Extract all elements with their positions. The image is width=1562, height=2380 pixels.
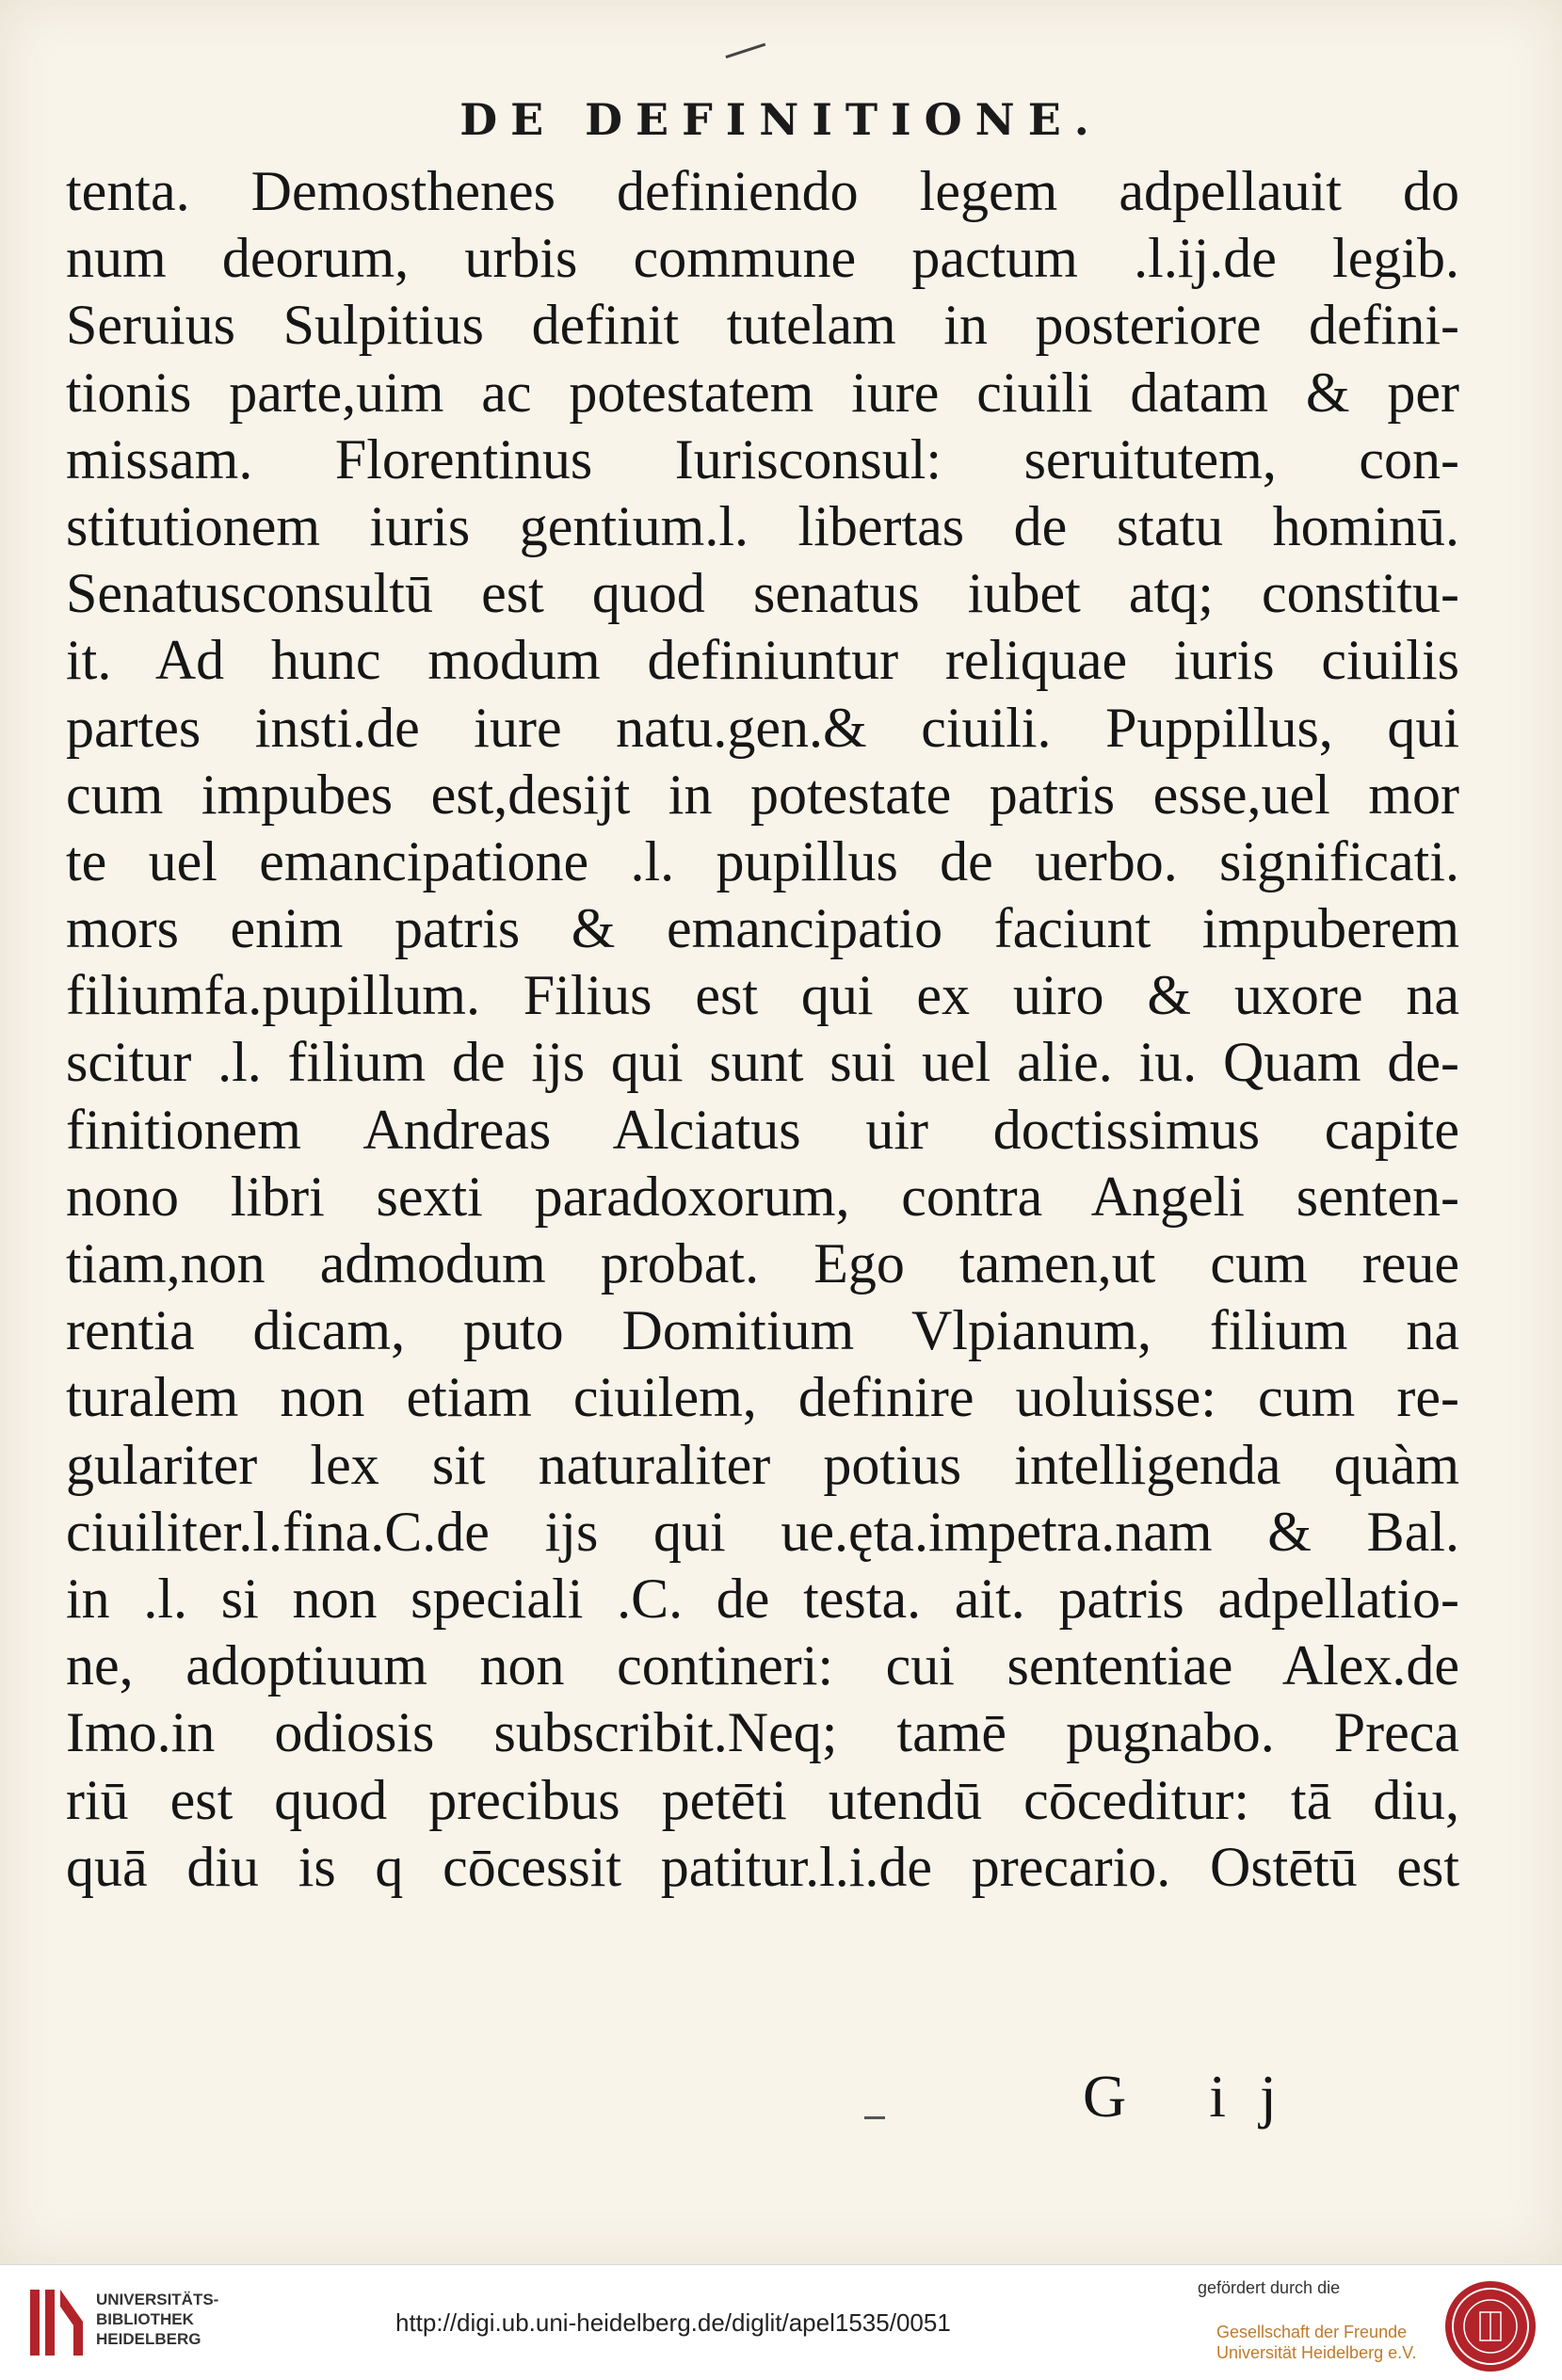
decorative-stroke	[725, 43, 769, 72]
text-line: tionis parte,uim ac potestatem iure ciuili datam & per	[66, 361, 1459, 424]
text-line: stitutionem iuris gentium.l. libertas de statu hominū.	[66, 494, 1459, 557]
text-line: Senatusconsultū est quod senatus iubet atq; constitu-	[66, 562, 1459, 625]
text-line: missam. Florentinus Iurisconsul: seruitutem, con-	[66, 427, 1459, 490]
text-line: gulariter lex sit naturaliter potius intelligenda quàm	[66, 1433, 1459, 1496]
text-line: ne, adoptiuum non contineri: cui sententiae Alex.de	[66, 1634, 1459, 1697]
sponsor-label: gefördert durch die	[1198, 2278, 1341, 2297]
footer	[0, 2264, 1562, 2380]
text-line: scitur .l. filium de ijs qui sunt sui uel alie. iu. Quam de-	[66, 1031, 1459, 1094]
sponsor-name-line: Gesellschaft der Freunde	[1216, 2323, 1408, 2341]
text-line: te uel emancipatione .l. pupillus de uerbo. significati.	[66, 829, 1459, 892]
text-line: nono libri sexti paradoxorum, contra Angeli senten-	[66, 1165, 1459, 1228]
text-line: tiam,non admodum probat. Ego tamen,ut cum reue	[66, 1232, 1459, 1295]
text-line: in .l. si non speciali .C. de testa. ait. patris adpellatio-	[66, 1567, 1459, 1630]
library-name-line: UNIVERSITÄTS-	[96, 2291, 219, 2308]
text-line: cum impubes est,desijt in potestate patris esse,uel mor	[66, 763, 1459, 826]
text-line: ciuiliter.l.fina.C.de ijs qui ue.ęta.impetra.nam & Bal.	[66, 1500, 1459, 1563]
library-name-line: BIBLIOTHEK	[96, 2310, 194, 2328]
text-line: filiumfa.pupillum. Filius est qui ex uiro & uxore na	[66, 964, 1459, 1027]
text-line: tenta. Demosthenes definiendo legem adpellauit do	[66, 160, 1459, 222]
text-line: Imo.in odiosis subscribit.Neq; tamē pugnabo. Preca	[66, 1701, 1459, 1764]
body-text	[66, 158, 1459, 1901]
text-line: riū est quod precibus petēti utendū cōceditur: tā diu,	[66, 1768, 1459, 1831]
text-line: partes insti.de iure natu.gen.& ciuili. Puppillus, qui	[66, 696, 1459, 759]
text-line: Seruius Sulpitius definit tutelam in posteriore defini-	[66, 294, 1459, 357]
permalink-url[interactable]: http://digi.ub.uni-heidelberg.de/diglit/apel1535/0051	[395, 2308, 951, 2337]
text-line: quā diu is q cōcessit patitur.l.i.de precario. Ostētū est	[66, 1835, 1459, 1898]
text-line: finitionem Andreas Alciatus uir doctissimus capite	[66, 1098, 1459, 1161]
running-head: DE DEFINITIONE.	[459, 94, 1103, 145]
library-logo-icon	[26, 2284, 87, 2361]
sponsor-name-line: Universität Heidelberg e.V.	[1216, 2343, 1417, 2362]
signature-mark: G ij	[1083, 2063, 1311, 2130]
text-line: turalem non etiam ciuilem, definire uoluisse: cum re-	[66, 1366, 1459, 1429]
decorative-dash	[864, 2116, 885, 2119]
text-line: num deorum, urbis commune pactum .l.ij.de legib.	[66, 227, 1459, 290]
text-line: mors enim patris & emancipatio faciunt impuberem	[66, 897, 1459, 960]
library-name-line: HEIDELBERG	[96, 2330, 201, 2348]
sponsor-name	[1216, 2322, 1416, 2363]
university-seal-icon	[1442, 2278, 1538, 2374]
text-line: it. Ad hunc modum definiuntur reliquae iuris ciuilis	[66, 629, 1459, 692]
library-name	[96, 2290, 218, 2349]
text-line: rentia dicam, puto Domitium Vlpianum, filium na	[66, 1299, 1459, 1362]
